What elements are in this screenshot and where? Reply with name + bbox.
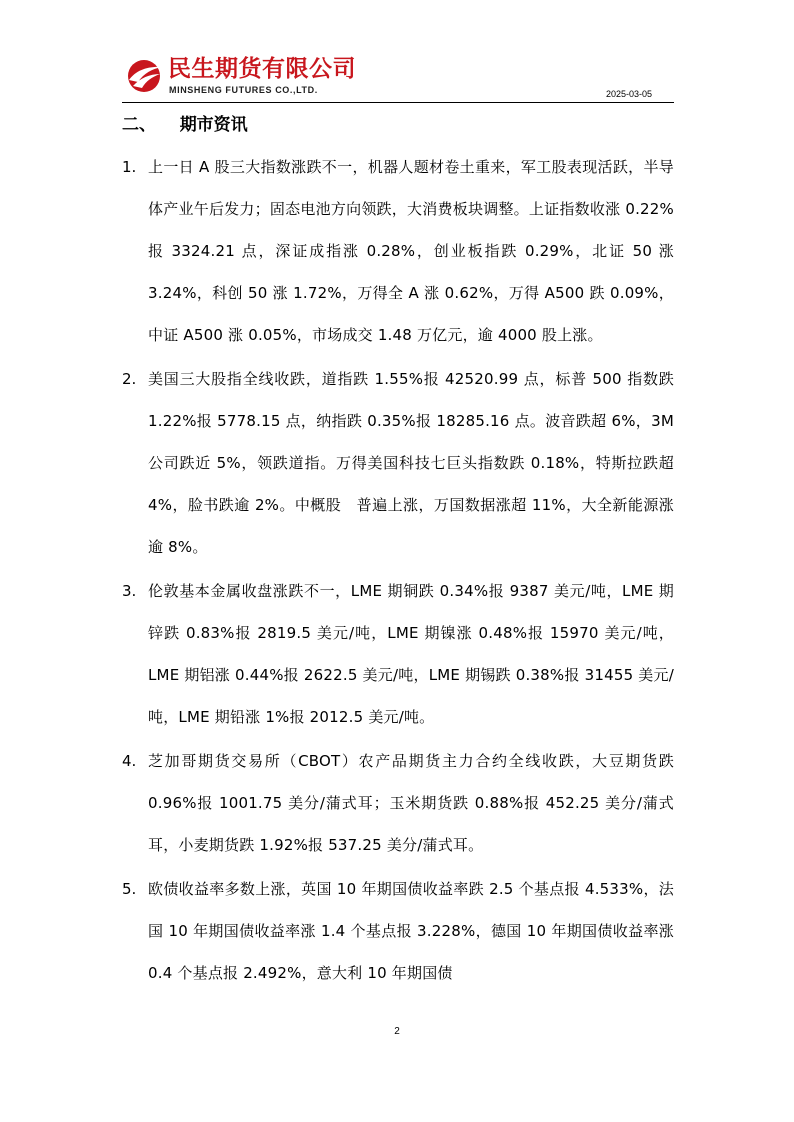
news-item-text: 上一日 A 股三大指数涨跌不一，机器人题材卷土重来，军工股表现活跃，半导体产业午后发力；固态电池方向领跌，大消费板块调整。上证指数收涨 0.22%报 3324.21 点，深证成指涨 0.28%，创业板指跌 0.29%，北证 50 涨 3.24%，科创 50 涨 1.72%，万得全 A 涨 0.62%，万得 A500 跌 0.09%，中证 A500 涨 0.05%，市场成交 1.48 万亿元，逾 4000 股上涨。: [148, 158, 674, 344]
page-number: 2: [394, 1026, 400, 1037]
report-date: 2025-03-05: [605, 89, 652, 99]
section-number: 二、: [122, 115, 156, 135]
news-item-number: 5.: [122, 880, 137, 898]
news-item-text: 欧债收益率多数上涨，英国 10 年期国债收益率跌 2.5 个基点报 4.533%，法国 10 年期国债收益率涨 1.4 个基点报 3.228%，德国 10 年期国债收益率涨 0.4 个基点报 2.492%，意大利 10 年期国债: [148, 880, 674, 982]
news-item-number: 1.: [122, 158, 137, 176]
news-item: [122, 146, 674, 356]
section-heading: 期市资讯: [179, 115, 248, 135]
news-item: [122, 358, 674, 568]
news-list: [122, 146, 674, 996]
minsheng-logo-icon: [124, 58, 164, 94]
news-item: [122, 868, 674, 994]
news-item: [122, 570, 674, 738]
news-item: [122, 740, 674, 866]
news-item-number: 3.: [122, 582, 137, 600]
news-item-text: 芝加哥期货交易所（CBOT）农产品期货主力合约全线收跌，大豆期货跌 0.96%报 1001.75 美分/蒲式耳；玉米期货跌 0.88%报 452.25 美分/蒲式耳，小麦期货跌 1.92%报 537.25 美分/蒲式耳。: [148, 752, 674, 854]
section-title: [122, 113, 248, 137]
header-divider: [122, 102, 674, 103]
page-header: [124, 54, 674, 102]
company-name-en: MINSHENG FUTURES CO.,LTD.: [169, 85, 318, 95]
news-item-number: 2.: [122, 370, 137, 388]
company-name-cn: 民生期货有限公司: [168, 56, 356, 82]
news-item-text: 美国三大股指全线收跌，道指跌 1.55%报 42520.99 点，标普 500 指数跌 1.22%报 5778.15 点，纳指跌 0.35%报 18285.16 点。波音跌超 6%，3M 公司跌近 5%，领跌道指。万得美国科技七巨头指数跌 0.18%，特斯拉跌超 4%，脸书跌逾 2%。中概股 普遍上涨，万国数据涨超 11%，大全新能源涨逾 8%。: [148, 370, 674, 556]
news-item-number: 4.: [122, 752, 137, 770]
news-item-text: 伦敦基本金属收盘涨跌不一，LME 期铜跌 0.34%报 9387 美元/吨，LME 期锌跌 0.83%报 2819.5 美元/吨，LME 期镍涨 0.48%报 15970 美元/吨，LME 期铝涨 0.44%报 2622.5 美元/吨，LME 期锡跌 0.38%报 31455 美元/吨，LME 期铅涨 1%报 2012.5 美元/吨。: [148, 582, 674, 726]
